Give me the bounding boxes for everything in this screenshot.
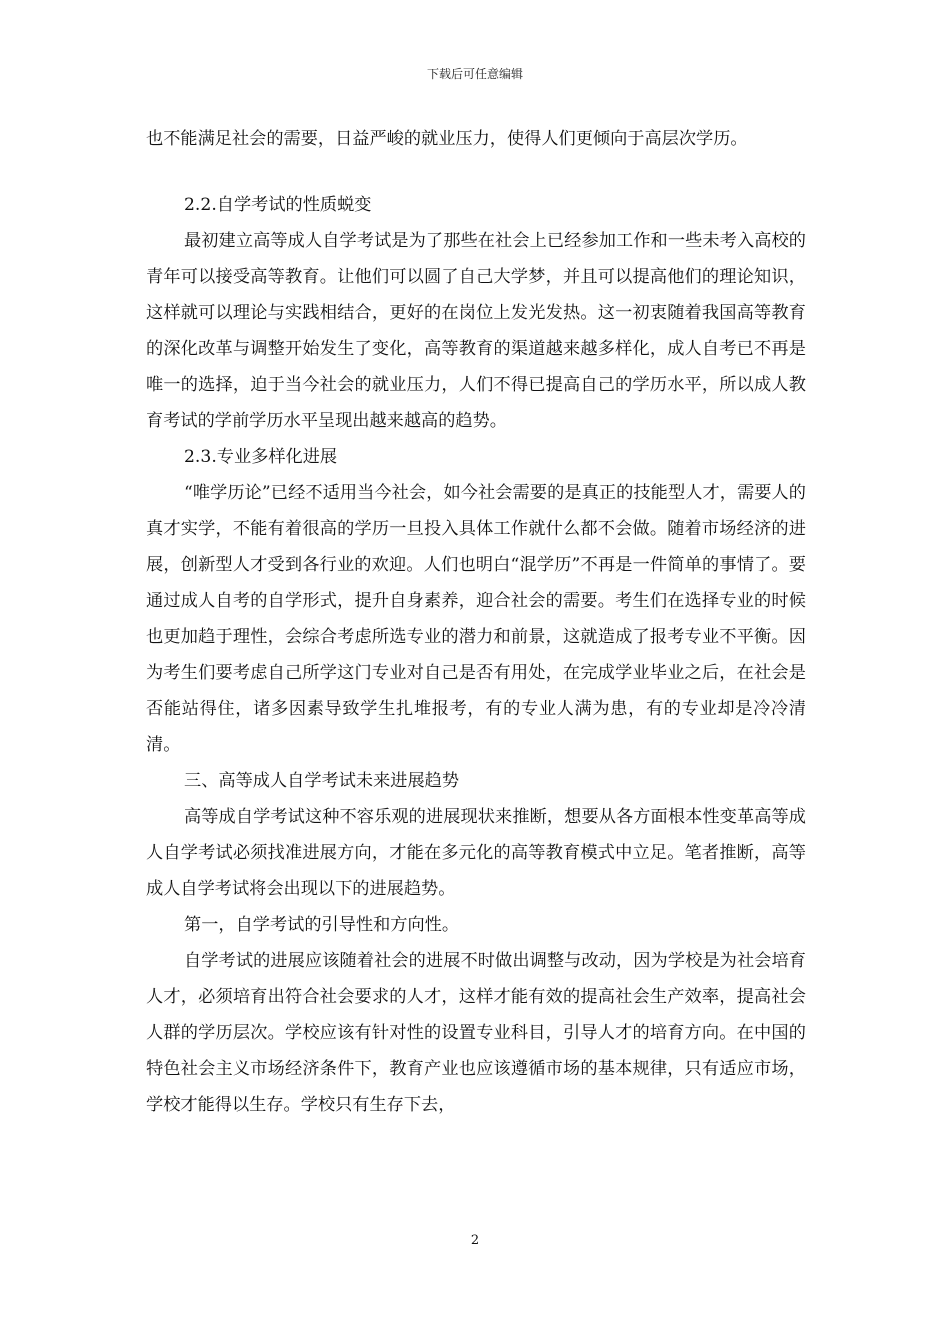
paragraph: 高等成自学考试这种不容乐观的进展现状来推断，想要从各方面根本性变革高等成人自学考试必须找准进展方向，才能在多元化的高等教育模式中立足。笔者推断，高等成人自学考试将会出现以下的进展趋势。 [146,807,806,899]
page-number: 2 [470,1233,480,1248]
subheading-first: 第一，自学考试的引导性和方向性。 [184,915,460,935]
paragraph-continuation: 也不能满足社会的需要，日益严峻的就业压力，使得人们更倾向于高层次学历。 [146,129,748,149]
section-heading-2-3: 2.3.专业多样化进展 [184,447,338,467]
paragraph: “唯学历论”已经不适用当今社会，如今社会需要的是真正的技能型人才，需要人的真才实学，不能有着很高的学历一旦投入具体工作就什么都不会做。随着市场经济的进展，创新型人才受到各行业的欢迎。人们也明白“混学历”不再是一件简单的事情了。要通过成人自考的自学形式，提升自身素养，迎合社会的需要。考生们在选择专业的时候也更加趋于理性，会综合考虑所选专业的潜力和前景，这就造成了报考专业不平衡。因为考生们要考虑自己所学这门专业对自己是否有用处，在完成学业毕业之后，在社会是否能站得住，诸多因素导致学生扎堆报考，有的专业人满为患，有的专业却是冷冷清清。 [146,483,806,755]
paragraph: 最初建立高等成人自学考试是为了那些在社会上已经参加工作和一些未考入高校的青年可以接受高等教育。让他们可以圆了自己大学梦，并且可以提高他们的理论知识，这样就可以理论与实践相结合，更好的在岗位上发光发热。这一初衷随着我国高等教育的深化改革与调整开始发生了变化，高等教育的渠道越来越多样化，成人自考已不再是唯一的选择，迫于当今社会的就业压力，人们不得已提高自己的学历水平，所以成人教育考试的学前学历水平呈现出越来越高的趋势。 [146,231,806,431]
section-heading-2-2: 2.2.自学考试的性质蜕变 [184,195,372,215]
paragraph-gap [146,157,806,187]
section-heading-3: 三、高等成人自学考试未来进展趋势 [184,771,460,791]
paragraph: 自学考试的进展应该随着社会的进展不时做出调整与改动，因为学校是为社会培育人才，必须培育出符合社会要求的人才，这样才能有效的提高社会生产效率，提高社会人群的学历层次。学校应该有针对性的设置专业科目，引导人才的培育方向。在中国的特色社会主义市场经济条件下，教育产业也应该遵循市场的基本规律，只有适应市场，学校才能得以生存。学校只有生存下去， [146,951,806,1115]
document-body [146,121,806,1123]
page-header: 下载后可任意编辑 [426,67,523,81]
